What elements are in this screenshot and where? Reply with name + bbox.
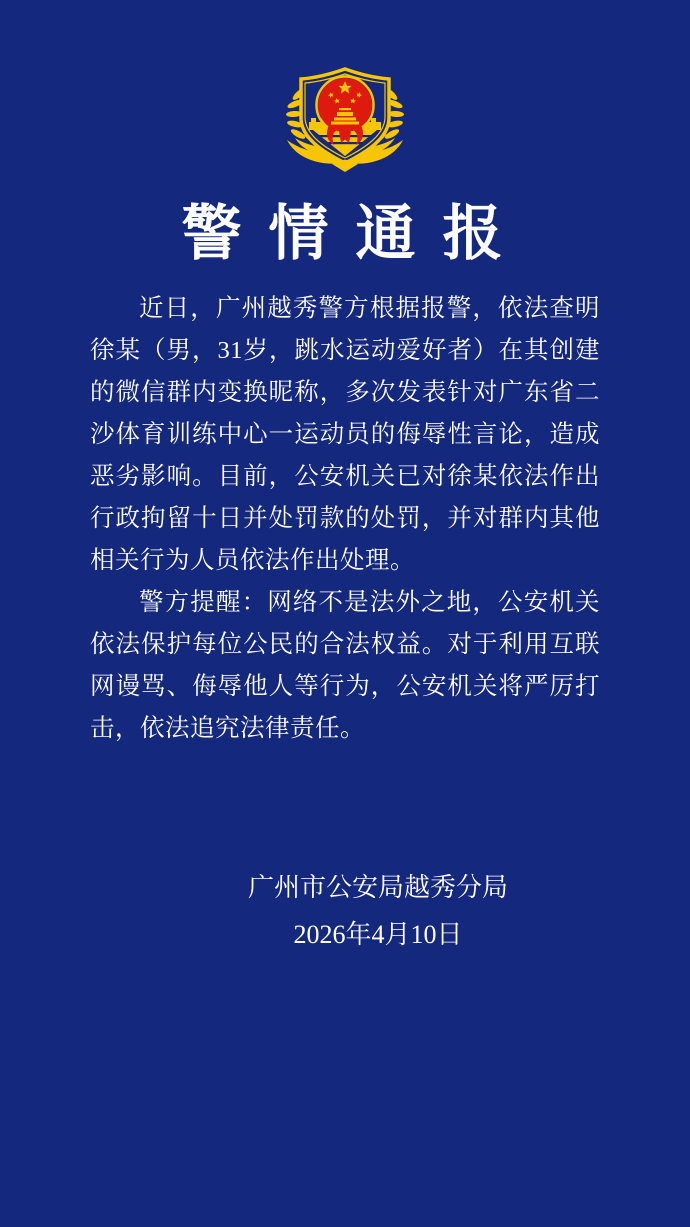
notice-paragraph-2: 警方提醒：网络不是法外之地，公安机关依法保护每位公民的合法权益。对于利用互联网谩骂、侮辱他人等行为，公安机关将严厉打击，依法追究法律责任。 [90, 589, 600, 742]
signature-block [33, 864, 690, 958]
notice-body [90, 288, 600, 750]
notice-title: 警 情 通 报 [181, 201, 509, 267]
notice-paragraph-1: 近日，广州越秀警方根据报警，依法查明徐某（男，31岁，跳水运动爱好者）在其创建的微信群内变换昵称，多次发表针对广东省二沙体育训练中心一运动员的侮辱性言论，造成恶劣影响。目前，公安机关已对徐某依法作出行政拘留十日并处罚款的处罚，并对群内其他相关行为人员依法作出处理。 [90, 295, 600, 574]
police-badge-icon [285, 62, 405, 178]
issuing-agency: 广州市公安局越秀分局 [247, 873, 508, 902]
issue-date: 2026年4月10日 [293, 920, 463, 949]
